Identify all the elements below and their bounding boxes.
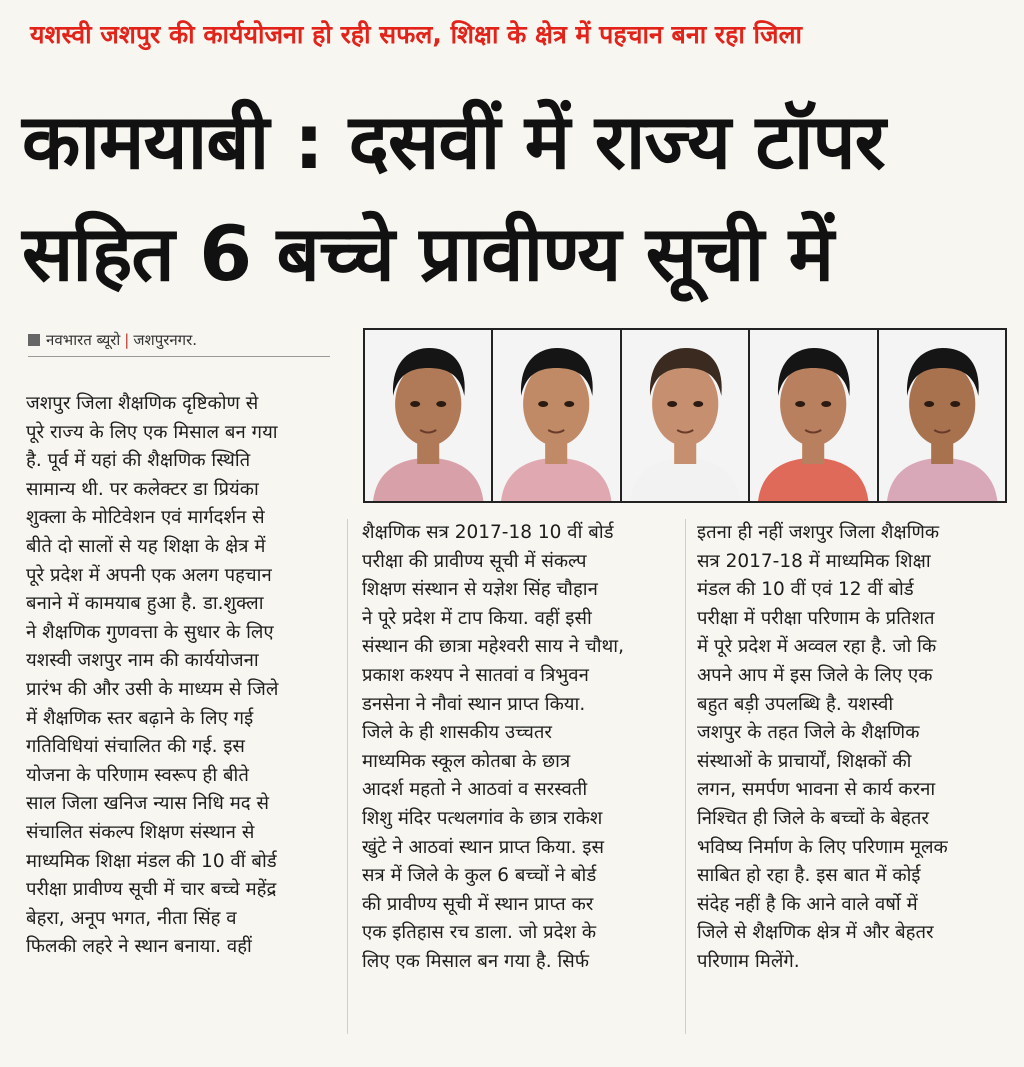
byline-separator: | <box>124 331 130 349</box>
article-line: संदेह नहीं है कि आने वाले वर्षो में <box>697 893 918 915</box>
article-line: की प्रावीण्य सूची में स्थान प्राप्त कर <box>362 893 594 915</box>
article-line: परीक्षा में परीक्षा परिणाम के प्रतिशत <box>697 607 935 629</box>
article-line: है. पूर्व में यहां की शैक्षणिक स्थिति <box>26 450 251 472</box>
article-line: परीक्षा प्रावीण्य सूची में चार बच्चे महेंद्र <box>26 879 277 901</box>
article-line: शिक्षण संस्थान से यज्ञेश सिंह चौहान <box>362 579 598 601</box>
article-line: लिए एक मिसाल बन गया है. सिर्फ <box>362 950 590 972</box>
article-line: शिशु मंदिर पत्थलगांव के छात्र राकेश <box>362 807 603 829</box>
article-line: बहुत बड़ी उपलब्धि है. यशस्वी <box>697 693 894 715</box>
article-line: फिलकी लहरे ने स्थान बनाया. वहीं <box>26 936 252 958</box>
article-line: बेहरा, अनूप भगत, नीता सिंह व <box>26 907 237 929</box>
article-line: मंडल की 10 वीं एवं 12 वीं बोर्ड <box>697 579 914 601</box>
article-line: यशस्वी जशपुर नाम की कार्ययोजना <box>26 650 259 672</box>
article-line: प्रारंभ की और उसी के माध्यम से जिले <box>26 678 279 700</box>
article-line: परीक्षा की प्रावीण्य सूची में संकल्प <box>362 550 587 572</box>
article-line: में शैक्षणिक स्तर बढ़ाने के लिए गई <box>26 707 254 729</box>
student-photo <box>365 330 493 501</box>
article-line: जशपुर के तहत जिले के शैक्षणिक <box>697 722 920 744</box>
article-line: एक इतिहास रच डाला. जो प्रदेश के <box>362 922 597 944</box>
article-line: जिले से शैक्षणिक क्षेत्र में और बेहतर <box>697 922 934 944</box>
article-line: माध्यमिक शिक्षा मंडल की 10 वीं बोर्ड <box>26 850 277 872</box>
article-line: भविष्य निर्माण के लिए परिणाम मूलक <box>697 836 948 858</box>
student-photo <box>750 330 878 501</box>
article-line: बनाने में कामयाब हुआ है. डा.शुक्ला <box>26 593 264 615</box>
byline-agency: नवभारत ब्यूरो <box>46 331 121 349</box>
article-line: डनसेना ने नौवां स्थान प्राप्त किया. <box>362 693 586 715</box>
article-line: प्रकाश कश्यप ने सातवां व त्रिभुवन <box>362 664 589 686</box>
article-line: जिले के ही शासकीय उच्चतर <box>362 722 552 744</box>
article-line: शैक्षणिक सत्र 2017-18 10 वीं बोर्ड <box>362 522 614 543</box>
article-line: शुक्ला के मोटिवेशन एवं मार्गदर्शन से <box>26 507 265 529</box>
byline-place: जशपुरनगर. <box>133 331 198 349</box>
main-headline <box>22 86 1012 310</box>
headline-line-2: सहित 6 बच्चे प्रावीण्य सूची में <box>22 209 834 298</box>
article-line: सत्र में जिले के कुल 6 बच्चों ने बोर्ड <box>362 865 597 887</box>
article-line: पूरे राज्य के लिए एक मिसाल बन गया <box>26 421 278 443</box>
article-line: माध्यमिक स्कूल कोतबा के छात्र <box>362 750 571 772</box>
article-line: में पूरे प्रदेश में अव्वल रहा है. जो कि <box>697 636 937 658</box>
article-line: परिणाम मिलेंगे. <box>697 950 800 972</box>
article-line: सत्र 2017-18 में माध्यमिक शिक्षा <box>697 550 931 572</box>
article-line: खुंटे ने आठवां स्थान प्राप्त किया. इस <box>362 836 605 858</box>
article-line: जशपुर जिला शैक्षणिक दृष्टिकोण से <box>26 393 259 414</box>
article-line: गतिविधियां संचालित की गई. इस <box>26 736 245 758</box>
article-line: लगन, समर्पण भावना से कार्य करना <box>697 779 936 801</box>
article-line: सामान्य थी. पर कलेक्टर डा प्रियंका <box>26 478 259 500</box>
article-line: निश्चित ही जिले के बच्चों के बेहतर <box>697 807 929 829</box>
article-line: पूरे प्रदेश में अपनी एक अलग पहचान <box>26 564 272 586</box>
article-line: ने शैक्षणिक गुणवत्ता के सुधार के लिए <box>26 621 274 643</box>
student-photo <box>879 330 1005 501</box>
student-photo-strip <box>363 328 1007 503</box>
article-line: संचालित संकल्प शिक्षण संस्थान से <box>26 821 255 843</box>
column-divider <box>347 519 348 1034</box>
article-column-2 <box>362 519 674 977</box>
kicker-headline: यशस्वी जशपुर की कार्ययोजना हो रही सफल, शिक्षा के क्षेत्र में पहचान बना रहा जिला <box>30 20 802 49</box>
article-line: बीते दो सालों से यह शिक्षा के क्षेत्र में <box>26 535 266 557</box>
article-column-3 <box>697 519 1009 977</box>
article-line: आदर्श महतो ने आठवां व सरस्वती <box>362 779 588 801</box>
article-line: अपने आप में इस जिले के लिए एक <box>697 664 933 686</box>
article-column-1 <box>26 390 332 962</box>
student-photo <box>493 330 621 501</box>
article-line: साबित हो रहा है. इस बात में कोई <box>697 865 921 887</box>
byline <box>28 328 330 357</box>
article-line: संस्थान की छात्रा महेश्वरी साय ने चौथा, <box>362 636 624 658</box>
student-photo <box>622 330 750 501</box>
column-divider <box>685 519 686 1034</box>
article-line: साल जिला खनिज न्यास निधि मद से <box>26 793 270 815</box>
byline-square-icon <box>28 334 40 346</box>
article-line: इतना ही नहीं जशपुर जिला शैक्षणिक <box>697 522 940 543</box>
headline-line-1: कामयाबी : दसवीं में राज्य टॉपर <box>22 97 885 186</box>
article-line: योजना के परिणाम स्वरूप ही बीते <box>26 764 249 786</box>
article-line: ने पूरे प्रदेश में टाप किया. वहीं इसी <box>362 607 592 629</box>
article-line: संस्थाओं के प्राचार्यों, शिक्षकों की <box>697 750 912 772</box>
